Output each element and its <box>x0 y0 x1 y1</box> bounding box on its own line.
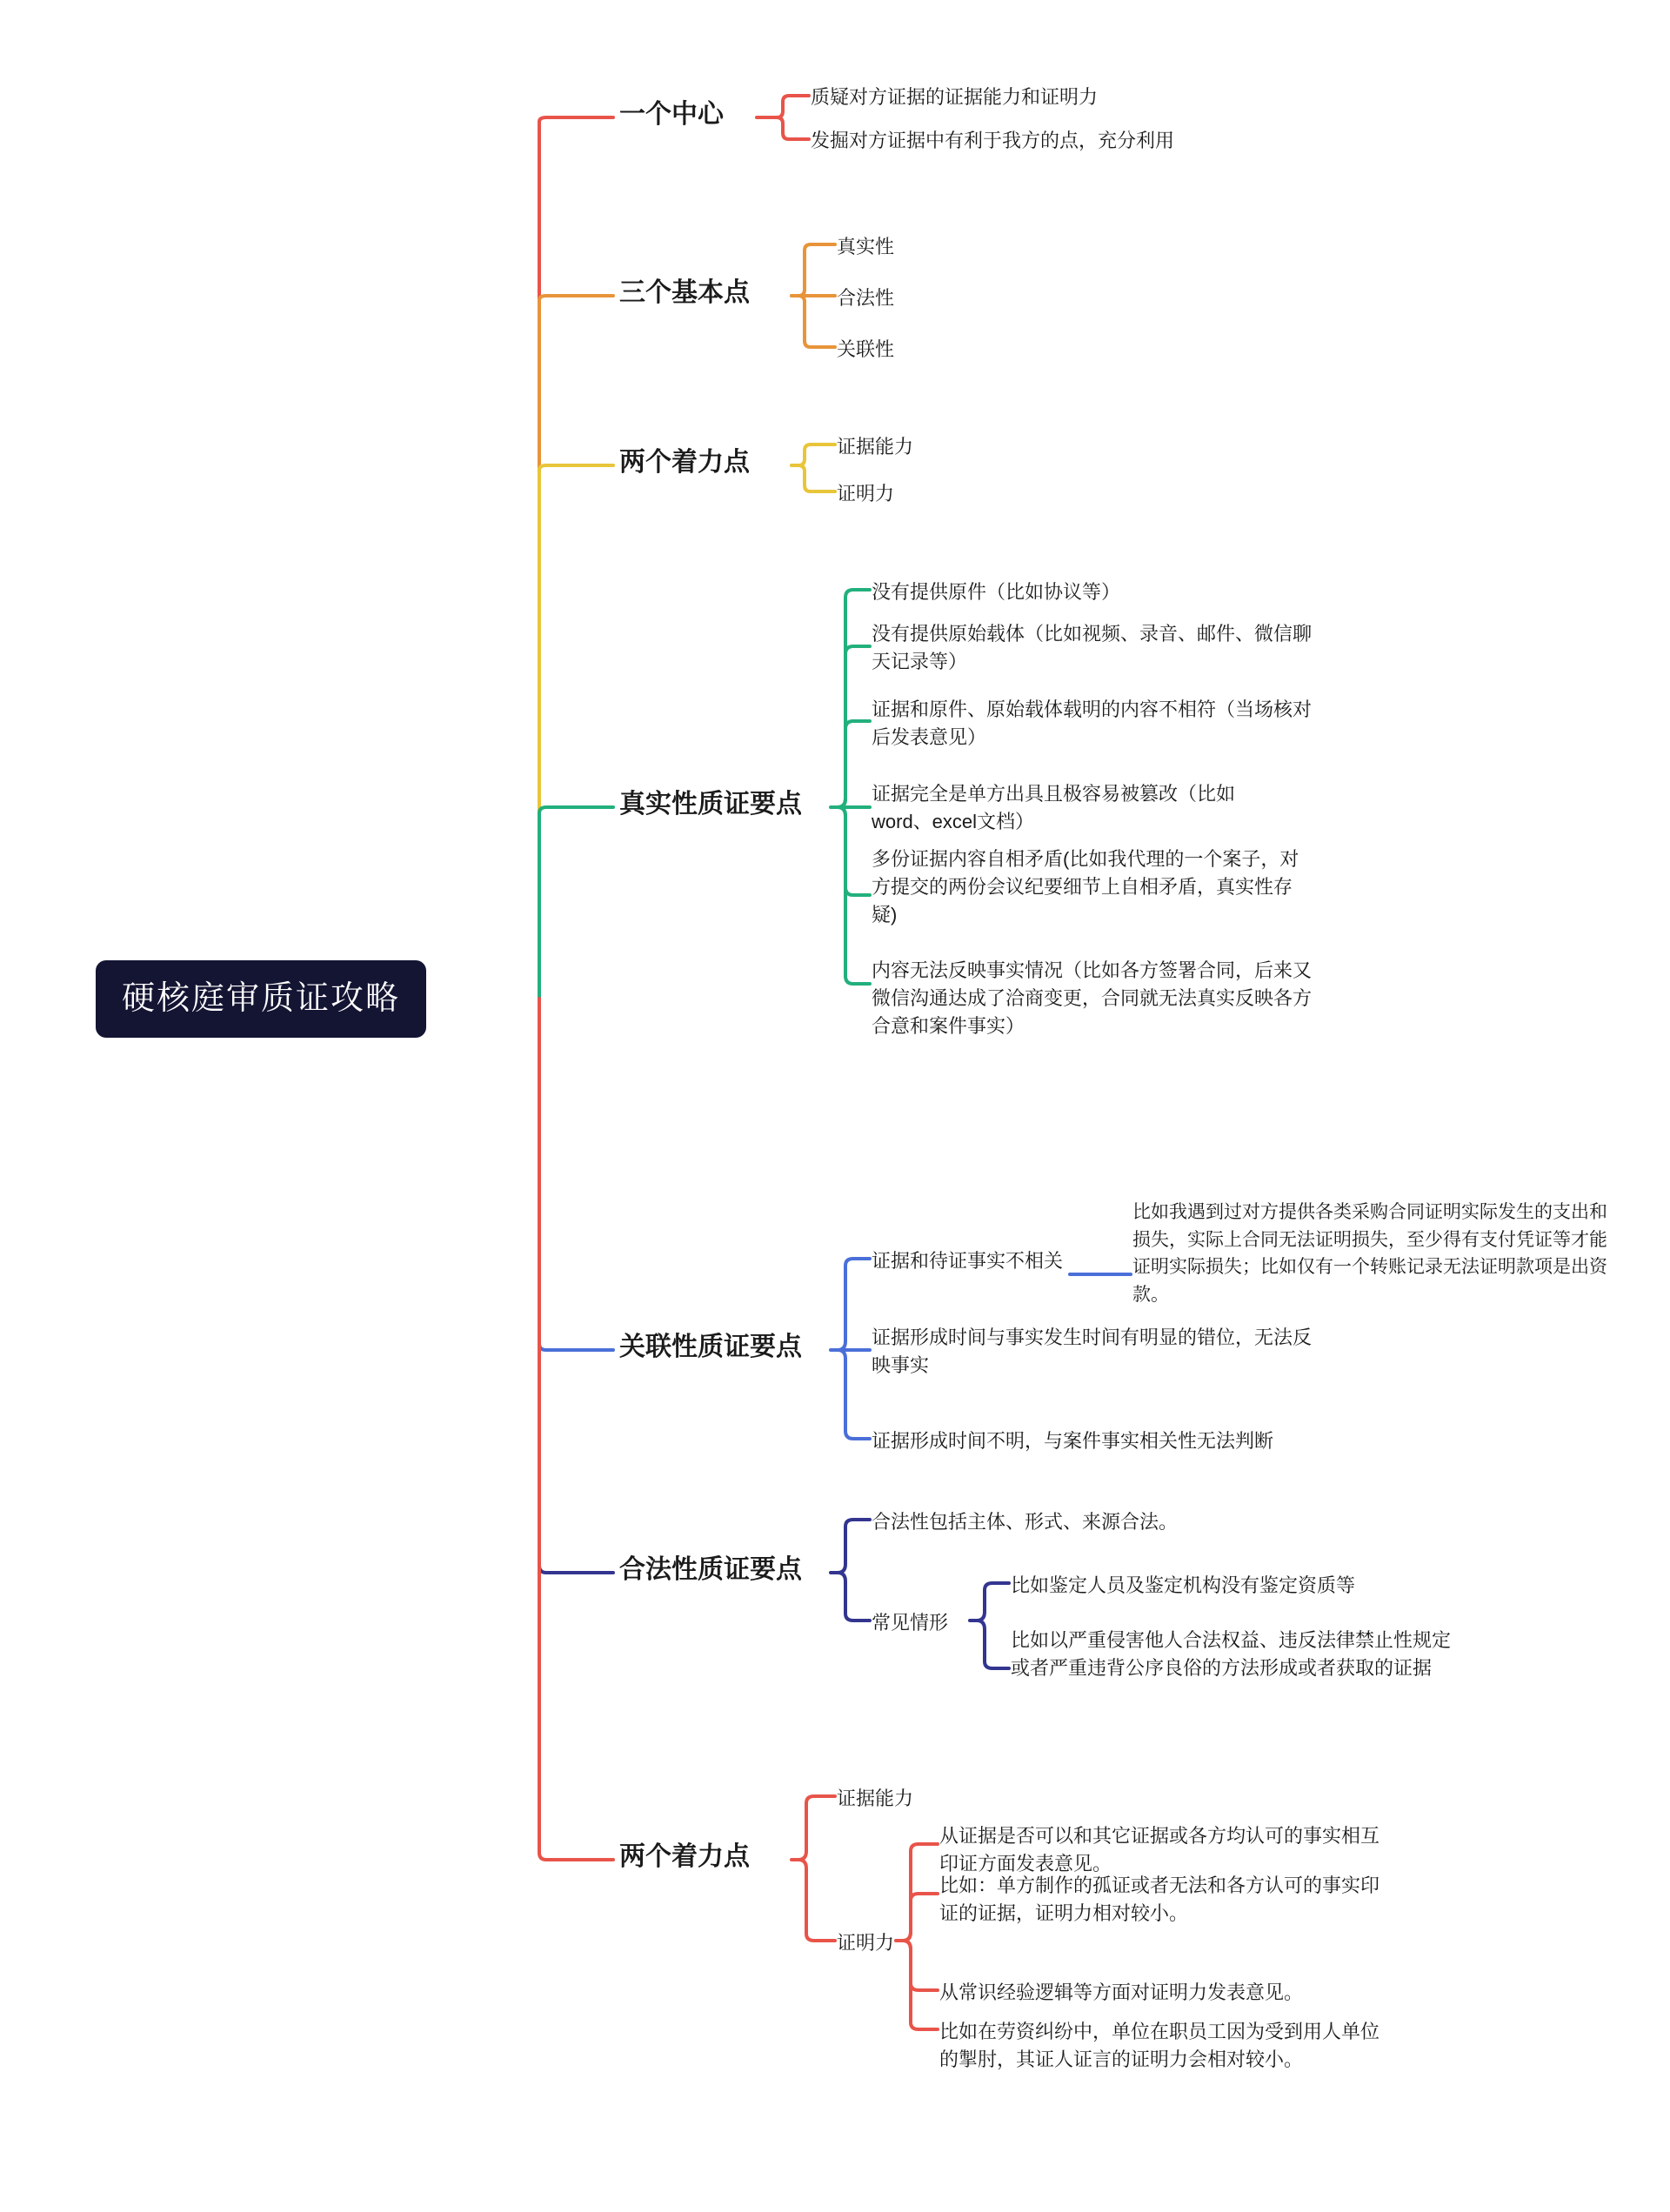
leaf-node[interactable]: 多份证据内容自相矛盾(比如我代理的一个案子，对方提交的两份会议纪要细节上自相矛盾，真实性存疑) <box>872 848 1299 926</box>
leaf-node[interactable]: 内容无法反映事实情况（比如各方签署合同，后来又微信沟通达成了洽商变更，合同就无法真实反映各方合意和案件事实） <box>872 959 1313 1037</box>
leaf-node[interactable]: 没有提供原件（比如协议等） <box>872 581 1121 603</box>
leaf-node[interactable]: 证据完全是单方出具且极容易被篡改（比如word、excel文档） <box>872 783 1236 832</box>
leaf-node[interactable]: 质疑对方证据的证据能力和证明力 <box>811 86 1099 108</box>
leaf-node[interactable]: 从常识经验逻辑等方面对证明力发表意见。 <box>939 1981 1304 2003</box>
branch-label-4[interactable]: 真实性质证要点 <box>619 790 802 819</box>
root-node[interactable]: 硬核庭审质证攻略 <box>96 960 426 1038</box>
sub-node[interactable]: 证据和待证事实不相关 <box>872 1250 1064 1272</box>
leaf-node[interactable]: 证明力 <box>837 483 895 505</box>
leaf-node[interactable]: 比如：单方制作的孤证或者无法和各方认可的事实印证的证据，证明力相对较小。 <box>939 1875 1380 1924</box>
sub-node[interactable]: 常见情形 <box>872 1612 949 1634</box>
leaf-node[interactable]: 真实性 <box>837 236 895 257</box>
leaf-node[interactable]: 比如在劳资纠纷中，单位在职员工因为受到用人单位的掣肘，其证人证言的证明力会相对较小。 <box>939 2021 1380 2070</box>
branch-label-7[interactable]: 两个着力点 <box>619 1842 750 1871</box>
leaf-node[interactable]: 合法性包括主体、形式、来源合法。 <box>872 1511 1179 1533</box>
leaf-node[interactable]: 证据和原件、原始载体载明的内容不相符（当场核对后发表意见） <box>872 698 1313 748</box>
branch-label-6[interactable]: 合法性质证要点 <box>619 1555 802 1584</box>
leaf-node[interactable]: 关联性 <box>837 338 895 360</box>
branch-label-2[interactable]: 三个基本点 <box>619 278 750 307</box>
leaf-node[interactable]: 证据能力 <box>837 436 914 458</box>
leaf-node[interactable]: 比如鉴定人员及鉴定机构没有鉴定资质等 <box>1011 1574 1356 1596</box>
leaf-node[interactable]: 证据形成时间不明，与案件事实相关性无法判断 <box>872 1430 1274 1452</box>
leaf-node[interactable]: 比如我遇到过对方提供各类采购合同证明实际发生的支出和损失，实际上合同无法证明损失，至少得有支付凭证等才能证明实际损失；比如仅有一个转账记录无法证明款项是出资款。 <box>1132 1202 1607 1305</box>
branch-label-5[interactable]: 关联性质证要点 <box>619 1333 802 1361</box>
leaf-node[interactable]: 发掘对方证据中有利于我方的点，充分利用 <box>811 130 1175 151</box>
leaf-node[interactable]: 从证据是否可以和其它证据或各方均认可的事实相互印证方面发表意见。 <box>939 1825 1380 1875</box>
sub-node[interactable]: 证明力 <box>837 1932 895 1954</box>
branch-label-1[interactable]: 一个中心 <box>619 100 724 129</box>
leaf-node[interactable]: 合法性 <box>837 287 895 309</box>
leaf-node[interactable]: 没有提供原始载体（比如视频、录音、邮件、微信聊天记录等） <box>872 623 1313 672</box>
leaf-node[interactable]: 证据形成时间与事实发生时间有明显的错位，无法反映事实 <box>872 1327 1313 1376</box>
branch-label-3[interactable]: 两个着力点 <box>619 448 750 477</box>
leaf-node[interactable]: 证据能力 <box>837 1788 914 1809</box>
leaf-node[interactable]: 比如以严重侵害他人合法权益、违反法律禁止性规定或者严重违背公序良俗的方法形成或者获取的证据 <box>1011 1629 1452 1679</box>
